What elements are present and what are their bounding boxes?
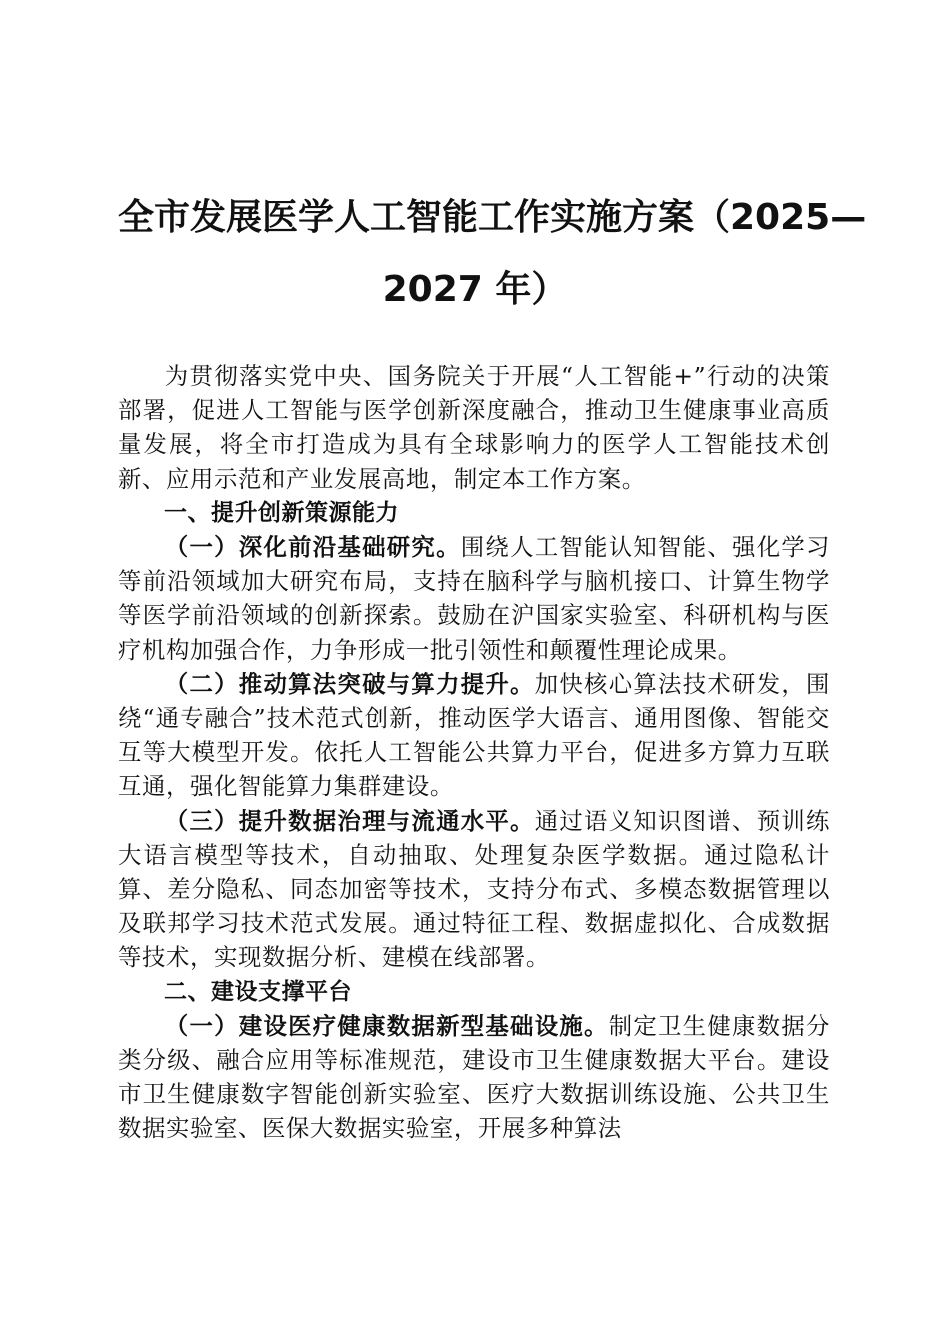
document-title-line-1: 全市发展医学人工智能工作实施方案（2025— [118, 197, 867, 238]
section-1-item-3 [118, 804, 830, 975]
section-heading-2: 二、建设支撑平台 [164, 978, 352, 1005]
item-lead: （三）提升数据治理与流通水平。 [164, 806, 535, 835]
item-text: 通过语义知识图谱、预训练大语言模型等技术，自动抽取、处理复杂医学数据。通过隐私计算、差分隐私、同态加密等技术，支持分布式、多模态数据管理以及联邦学习技术范式发展。通过特征工程、数据虚拟化、合成数据等技术，实现数据分析、建模在线部署。 [118, 806, 831, 972]
item-lead: （一）深化前沿基础研究。 [164, 533, 461, 562]
item-text: 加快核心算法技术研发，围绕“通专融合”技术范式创新，推动医学大语言、通用图像、智能交互等大模型开发。依托人工智能公共算力平台，促进多方算力互联互通，强化智能算力集群建设。 [118, 669, 831, 801]
section-1-item-1 [118, 530, 830, 667]
item-text: 制定卫生健康数据分类分级、融合应用等标准规范，建设市卫生健康数据大平台。建设市卫生健康数字智能创新实验室、医疗大数据训练设施、公共卫生数据实验室、医保大数据实验室，开展多种算法 [118, 1011, 830, 1143]
section-2-item-1 [118, 1009, 830, 1146]
item-lead: （二）推动算法突破与算力提升。 [164, 669, 535, 698]
section-1-item-2 [118, 667, 830, 804]
document-title-line-2: 2027 年） [382, 269, 568, 310]
section-heading-1: 一、提升创新策源能力 [164, 499, 399, 526]
item-lead: （一）建设医疗健康数据新型基础设施。 [164, 1011, 609, 1040]
intro-paragraph: 为贯彻落实党中央、国务院关于开展“人工智能+”行动的决策部署，促进人工智能与医学创新深度融合，推动卫生健康事业高质量发展，将全市打造成为具有全球影响力的医学人工智能技术创新、应用示范和产业发展高地，制定本工作方案。 [118, 362, 830, 493]
item-text: 围绕人工智能认知智能、强化学习等前沿领域加大研究布局，支持在脑科学与脑机接口、计算生物学等医学前沿领域的创新探索。鼓励在沪国家实验室、科研机构与医疗机构加强合作，力争形成一批引领性和颠覆性理论成果。 [118, 533, 831, 664]
document-body [118, 359, 830, 1146]
